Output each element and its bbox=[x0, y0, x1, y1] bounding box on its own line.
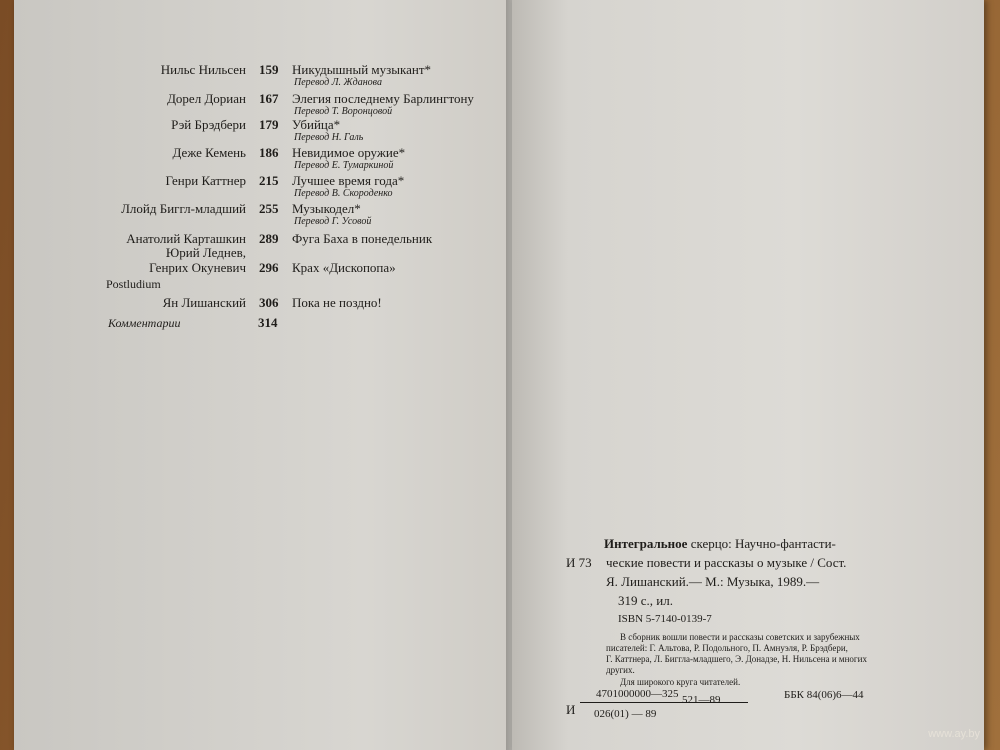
catalog-code-mid: 521—89 bbox=[682, 694, 721, 706]
catalog-annotation-4: других. bbox=[606, 665, 635, 675]
toc-title: Лучшее время года* bbox=[292, 173, 405, 188]
toc-translator: Перевод Т. Воронцовой bbox=[294, 106, 393, 117]
toc-title: Элегия последнему Барлингтону bbox=[292, 91, 474, 106]
toc-author: Деже Кемень bbox=[172, 145, 246, 160]
catalog-bbk: ББК 84(06)6—44 bbox=[784, 689, 864, 701]
toc-title: Убийца* bbox=[292, 117, 341, 132]
postludium-label: Postludium bbox=[106, 277, 161, 291]
toc-author: Ллойд Биггл-младший bbox=[121, 201, 246, 216]
toc-author: Генри Каттнер bbox=[165, 173, 246, 188]
comments-label: Комментарии bbox=[108, 316, 181, 330]
toc-title: Фуга Баха в понедельник bbox=[292, 231, 433, 246]
toc-title: Музыкодел* bbox=[292, 201, 361, 216]
catalog-code-top: 4701000000—325 bbox=[596, 688, 679, 700]
toc-title: Крах «Дископопа» bbox=[292, 260, 396, 275]
toc-page: 296 bbox=[259, 260, 279, 275]
catalog-subtitle: скерцо: Научно-фантасти- bbox=[687, 536, 836, 551]
toc-translator: Перевод Н. Галь bbox=[294, 132, 364, 143]
toc-page: 186 bbox=[259, 145, 279, 160]
toc-translator: Перевод Е. Тумаркиной bbox=[294, 160, 394, 171]
toc-entry bbox=[28, 117, 508, 143]
toc-translator: Перевод Г. Усовой bbox=[294, 216, 372, 227]
toc-author: Юрий Леднев, bbox=[165, 245, 246, 260]
toc-page: 215 bbox=[259, 173, 279, 188]
code-divider bbox=[580, 702, 748, 703]
toc-title: Невидимое оружие* bbox=[292, 145, 406, 160]
toc-entry bbox=[28, 201, 508, 227]
toc-entry bbox=[28, 62, 508, 88]
comments-page: 314 bbox=[258, 315, 278, 330]
catalog-line-2: ческие повести и рассказы о музыке / Сост. bbox=[606, 555, 847, 570]
catalog-index: И 73 bbox=[566, 555, 592, 570]
catalog-code-bottom: 026(01) — 89 bbox=[594, 708, 657, 720]
catalog-annotation-3: Г. Каттнера, Л. Биггла-младшего, Э. Донадзе, Н. Нильсена и многих bbox=[606, 654, 867, 664]
catalog-line-3: Я. Лишанский.— М.: Музыка, 1989.— bbox=[606, 574, 820, 589]
toc-author: Анатолий Карташкин bbox=[126, 231, 246, 246]
catalog-title: Интегральное bbox=[604, 536, 688, 551]
catalog-annotation-2: писателей: Г. Альтова, Р. Подольного, П. Амнуэля, Р. Брэдбери, bbox=[606, 643, 848, 653]
toc-author: Дорел Дориан bbox=[167, 91, 246, 106]
toc-translator: Перевод В. Скороденко bbox=[294, 188, 393, 199]
catalog-line-1 bbox=[604, 536, 836, 552]
toc-author: Генрих Окуневич bbox=[149, 260, 246, 275]
toc-page: 167 bbox=[259, 91, 279, 106]
toc-entry bbox=[28, 173, 508, 199]
catalog-audience: Для широкого круга читателей. bbox=[620, 677, 741, 687]
toc-title: Пока не поздно! bbox=[292, 295, 382, 310]
toc-author: Рэй Брэдбери bbox=[171, 117, 246, 132]
toc-page: 306 bbox=[259, 295, 279, 310]
toc-page: 255 bbox=[259, 201, 279, 216]
toc-entry-multi-line2 bbox=[28, 260, 508, 280]
toc-page: 179 bbox=[259, 117, 279, 132]
toc-page: 159 bbox=[259, 62, 279, 77]
toc-author: Нильс Нильсен bbox=[160, 62, 246, 77]
toc-entry bbox=[28, 295, 508, 315]
catalog-annotation-1: В сборник вошли повести и рассказы советских и зарубежных bbox=[620, 632, 860, 642]
toc-entry bbox=[28, 145, 508, 171]
toc-translator: Перевод Л. Жданова bbox=[294, 77, 382, 88]
catalog-line-4: 319 с., ил. bbox=[618, 593, 673, 608]
catalog-isbn: ISBN 5-7140-0139-7 bbox=[618, 613, 712, 625]
toc-author: Ян Лишанский bbox=[162, 295, 246, 310]
toc-title: Никудышный музыкант* bbox=[292, 62, 432, 77]
toc-entry bbox=[28, 91, 508, 117]
toc-page: 289 bbox=[259, 231, 279, 246]
left-page bbox=[14, 0, 514, 750]
watermark: www.ay.by bbox=[928, 728, 980, 740]
catalog-code-letter: И bbox=[566, 702, 576, 717]
